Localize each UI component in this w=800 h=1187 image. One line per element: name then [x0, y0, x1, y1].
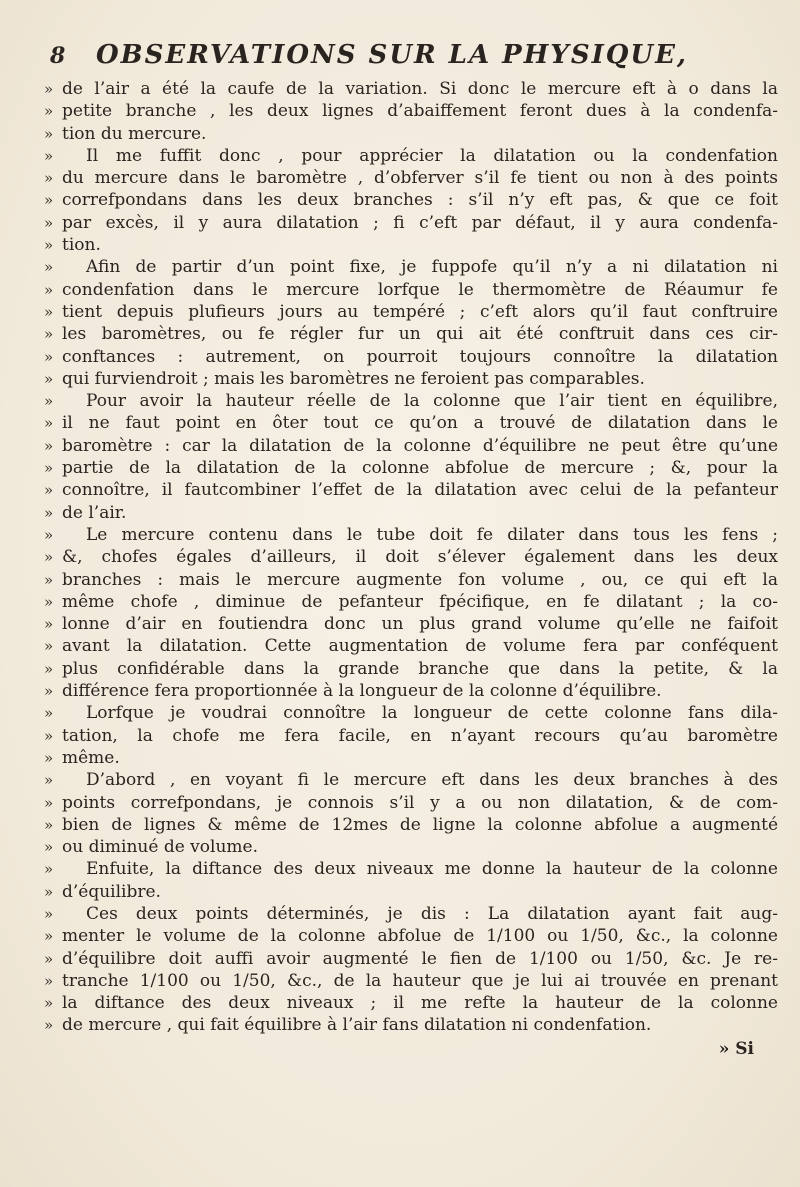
line-text: tion.: [62, 235, 101, 256]
quote-mark: »: [44, 80, 54, 98]
quote-mark: »: [44, 637, 54, 656]
text-line: [44, 145, 778, 167]
line-text: tion du mercure.: [62, 123, 207, 144]
line-text: branches : mais le mercure augmente fon volume , ou, ce qui eft la: [62, 569, 778, 590]
text-line: [44, 123, 778, 145]
quote-mark: »: [44, 971, 54, 990]
line-text: connoître, il fautcombiner l’effet de la dilatation avec celui de la pefanteur: [62, 480, 778, 501]
quote-mark: »: [44, 815, 54, 834]
text-line: [44, 680, 778, 702]
text-line: [44, 546, 778, 568]
quote-mark: »: [44, 169, 54, 188]
quote-mark: »: [44, 525, 54, 544]
line-text: les baromètres, ou fe régler fur un qui ait été conftruit dans ces cir-: [62, 324, 778, 345]
text-line: [44, 234, 778, 256]
quote-mark: »: [44, 503, 54, 522]
text-line: [44, 702, 778, 724]
line-text: tranche 1/100 ou 1/50, &c., de la hauteur que je lui ai trouvée en prenant: [62, 970, 778, 991]
catchword: » Si: [718, 1038, 754, 1059]
text-line: [44, 346, 778, 368]
text-line: [44, 479, 778, 501]
text-line: [44, 792, 778, 814]
line-text: baromètre : car la dilatation de la colonne d’équilibre ne peut être qu’une: [62, 435, 778, 456]
quote-mark: »: [44, 659, 54, 678]
quote-mark: »: [44, 882, 54, 901]
quote-mark: »: [44, 258, 54, 277]
line-text: Lorfque je voudrai connoître la longueur de cette colonne fans dila-: [86, 703, 778, 724]
text-line: [44, 502, 778, 524]
page-header: [44, 40, 760, 78]
text-line: [44, 970, 778, 992]
text-line: [44, 747, 778, 769]
line-text: d’équilibre.: [62, 881, 161, 902]
text-line: [44, 524, 778, 546]
quote-mark: »: [44, 771, 54, 790]
text-line: [44, 591, 778, 613]
quote-mark: »: [44, 280, 54, 299]
quote-mark: »: [44, 548, 54, 567]
text-line: [44, 100, 778, 122]
text-line: [44, 769, 778, 791]
quote-mark: »: [44, 615, 54, 634]
text-line: [44, 279, 778, 301]
line-text: Afin de partir d’un point fixe, je fuppofe qu’il n’y a ni dilatation ni: [86, 257, 778, 278]
quote-mark: »: [44, 927, 54, 946]
line-text: de l’air a été la caufe de la variation. Si donc le mercure eft à o dans la: [62, 79, 778, 99]
text-line: [44, 301, 778, 323]
line-text: la diftance des deux niveaux ; il me refte la hauteur de la colonne: [62, 993, 778, 1014]
text-line: [44, 948, 778, 970]
line-text: menter le volume de la colonne abfolue de 1/100 ou 1/50, &c., la colonne: [62, 926, 778, 947]
quote-mark: »: [44, 102, 54, 121]
quote-mark: »: [44, 592, 54, 611]
quote-mark: »: [44, 213, 54, 232]
quote-mark: »: [44, 860, 54, 879]
line-text: D’abord , en voyant fi le mercure eft dans les deux branches à des: [86, 770, 778, 791]
text-line: [44, 212, 778, 234]
page-number: 8: [50, 43, 66, 69]
text-line: [44, 569, 778, 591]
line-text: correfpondans dans les deux branches : s’il n’y eft pas, & que ce foit: [62, 190, 778, 211]
text-line: [44, 635, 778, 657]
text-line: [44, 613, 778, 635]
text-line: [44, 814, 778, 836]
quote-mark: »: [44, 414, 54, 433]
quote-mark: »: [44, 325, 54, 344]
line-text: qui furviendroit ; mais les baromètres ne feroient pas comparables.: [62, 368, 645, 389]
text-line: [44, 189, 778, 211]
line-text: plus confidérable dans la grande branche que dans la petite, & la: [62, 658, 778, 679]
text-line: [44, 368, 778, 390]
line-text: de l’air.: [62, 502, 127, 523]
line-text: ou diminué de volume.: [62, 837, 258, 858]
line-text: partie de la dilatation de la colonne abfolue de mercure ; &, pour la: [62, 458, 778, 479]
text-line: [44, 167, 778, 189]
quote-mark: »: [44, 436, 54, 455]
text-line: [44, 658, 778, 680]
text-line: [44, 256, 778, 278]
line-text: Enfuite, la diftance des deux niveaux me donne la hauteur de la colonne: [86, 859, 778, 880]
line-text: par excès, il y aura dilatation ; fi c’eft par défaut, il y aura condenfa-: [62, 212, 778, 233]
quote-mark: »: [44, 949, 54, 968]
quote-mark: »: [44, 838, 54, 857]
quote-mark: »: [44, 302, 54, 321]
text-line: [44, 903, 778, 925]
line-text: bien de lignes & même de 12mes de ligne la colonne abfolue a augmenté: [62, 814, 778, 835]
text-line: [44, 836, 778, 858]
line-text: conftances : autrement, on pourroit toujours connoître la dilatation: [62, 346, 778, 367]
text-line: [44, 992, 778, 1014]
quote-mark: »: [44, 369, 54, 388]
quote-mark: »: [44, 1016, 54, 1035]
line-text: il ne faut point en ôter tout ce qu’on a trouvé de dilatation dans le: [62, 413, 778, 434]
quote-mark: »: [44, 726, 54, 745]
line-text: du mercure dans le baromètre , d’obferver s’il fe tient ou non à des points: [62, 168, 778, 189]
line-text: &, chofes égales d’ailleurs, il doit s’élever également dans les deux: [62, 547, 778, 568]
line-text: Ces deux points déterminés, je dis : La dilatation ayant fait aug-: [86, 903, 778, 924]
line-text: d’équilibre doit auffi avoir augmenté le fien de 1/100 ou 1/50, &c. Je re-: [62, 948, 778, 969]
quote-mark: »: [44, 124, 54, 143]
line-text: Le mercure contenu dans le tube doit fe dilater dans tous les fens ;: [86, 524, 778, 545]
quote-mark: »: [44, 994, 54, 1013]
line-text: points correfpondans, je connois s’il y a ou non dilatation, & de com-: [62, 792, 778, 813]
quote-mark: »: [44, 236, 54, 255]
quote-mark: »: [44, 146, 54, 165]
text-line: [44, 858, 778, 880]
quote-mark: »: [44, 481, 54, 500]
line-text: Il me fuffit donc , pour apprécier la dilatation ou la condenfation: [86, 145, 778, 166]
text-line: [44, 881, 778, 903]
quote-mark: »: [44, 793, 54, 812]
quote-mark: »: [44, 191, 54, 210]
body-text: [44, 78, 778, 1037]
text-line: [44, 725, 778, 747]
quote-mark: »: [44, 459, 54, 478]
line-text: différence fera proportionnée à la longueur de la colonne d’équilibre.: [62, 681, 662, 702]
text-line: [44, 435, 778, 457]
line-text: même chofe , diminue de pefanteur fpécifique, en fe dilatant ; la co-: [62, 591, 778, 612]
text-line: [44, 925, 778, 947]
line-text: de mercure , qui fait équilibre à l’air fans dilatation ni condenfation.: [62, 1015, 652, 1036]
quote-mark: »: [44, 682, 54, 701]
quote-mark: »: [44, 392, 54, 411]
text-line: [44, 78, 778, 100]
text-line: [44, 412, 778, 434]
line-text: Pour avoir la hauteur réelle de la colonne que l’air tient en équilibre,: [86, 391, 778, 412]
line-text: tation, la chofe me fera facile, en n’ayant recours qu’au baromètre: [62, 725, 778, 746]
line-text: petite branche , les deux lignes d’abaiffement feront dues à la condenfa-: [62, 101, 778, 122]
quote-mark: »: [44, 748, 54, 767]
running-title: OBSERVATIONS SUR LA PHYSIQUE,: [96, 40, 688, 70]
line-text: tient depuis plufieurs jours au tempéré ; c’eft alors qu’il faut conftruire: [62, 301, 778, 322]
text-line: [44, 390, 778, 412]
line-text: condenfation dans le mercure lorfque le thermomètre de Réaumur fe: [62, 279, 778, 300]
line-text: avant la dilatation. Cette augmentation de volume fera par conféquent: [62, 636, 778, 657]
text-line: [44, 457, 778, 479]
line-text: lonne d’air en foutiendra donc un plus grand volume qu’elle ne faifoit: [62, 614, 778, 635]
quote-mark: »: [44, 570, 54, 589]
quote-mark: »: [44, 704, 54, 723]
quote-mark: »: [44, 347, 54, 366]
quote-mark: »: [44, 904, 54, 923]
line-text: même.: [62, 747, 120, 768]
text-line: [44, 323, 778, 345]
text-line: [44, 1014, 778, 1036]
